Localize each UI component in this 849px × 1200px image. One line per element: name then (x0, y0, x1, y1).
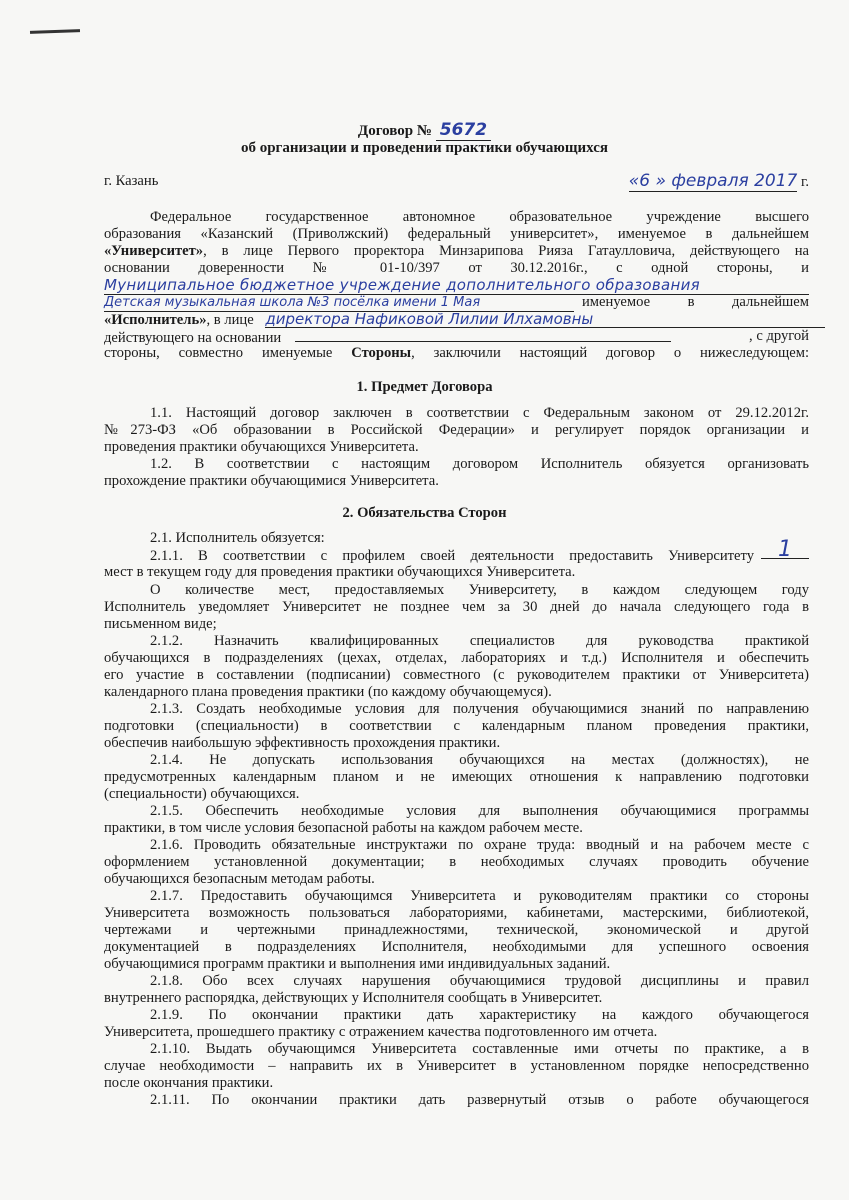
pq-a: О количестве мест, предоставляемых Университету, в каждом следующем году (150, 582, 809, 598)
preamble-line-7: «Исполнитель», в лице директора Нафиковой Лилии Илхамовны (104, 311, 809, 328)
handwritten-org-1: Муниципальное бюджетное учреждение дополнительного образования (104, 276, 700, 294)
contract-subtitle: об организации и проведении практики обучающихся (240, 140, 609, 156)
p1-1-b: №273-ФЗ «Об образовании в Российской Федерации» и регулирует порядок организации и (104, 422, 809, 438)
p2-1-4-b: предусмотренных календарным планом и не имеющих отношения к направлению подготовки (104, 769, 809, 785)
handwritten-org-2: Детская музыкальная школа №3 посёлка имени 1 Мая (104, 295, 574, 312)
pq-c: письменном виде; (104, 616, 217, 632)
basis-blank (295, 328, 671, 342)
preamble-line-8: действующего на основании , с другой (104, 328, 809, 346)
preamble-line-9: стороны, совместно именуемые Стороны, заключили настоящий договор о нижеследующем: (104, 345, 810, 361)
p2-1-3-a: 2.1.3. Создать необходимые условия для получения обучающимися знаний по направлению (150, 701, 809, 717)
p2-1-2-c: его участие в составлении (подписании) совместного (с руководителем практики от Университета) (104, 667, 809, 683)
p2-1-6-c: обучающихся безопасным методам работы. (104, 871, 375, 887)
p2-1-8-b: внутреннего распорядка, действующих у Исполнителя сообщать в Университет. (104, 990, 603, 1006)
p2-1-6-a: 2.1.6. Проводить обязательные инструктажи по охране труда: вводный и на рабочем месте с (150, 837, 809, 853)
city: г. Казань (104, 173, 159, 189)
p2-1-9-a: 2.1.9. По окончании практики дать характеристику на каждого обучающегося (150, 1007, 809, 1023)
p2-1-2-a: 2.1.2. Назначить квалифицированных специалистов для руководства практикой (150, 633, 809, 649)
handwritten-number: 5672 (436, 120, 491, 141)
p2-1-7-a: 2.1.7. Предоставить обучающимся Университета и руководителям практики со стороны (150, 888, 809, 904)
preamble-line-1: Федеральное государственное автономное образовательное учреждение высшего (150, 209, 809, 225)
p1-1-c: проведения практики обучающихся Университета. (104, 439, 419, 455)
preamble-line-4: основании доверенности № 01-10/397 от 30.12.2016г., с одной стороны, и (104, 260, 809, 276)
p2-1-10-a: 2.1.10. Выдать обучающимся Университета составленные ими отчеты по практике, а в (150, 1041, 809, 1057)
p2-1-1-a: 2.1.1. В соответствии с профилем своей деятельности предоставить Университету 1 (150, 548, 809, 564)
p2-1-1-b: мест в текущем году для проведения практики обучающихся Университета. (104, 564, 576, 580)
p2-1-9-b: Университета, прошедшего практику с отражением качества подготовленного им отчета. (104, 1024, 658, 1040)
scan-mark (30, 29, 80, 34)
p2-1-3-c: обеспечив наибольшую эффективность прохождения практики. (104, 735, 501, 751)
handwritten-places: 1 (761, 542, 809, 559)
title-text: Договор № (357, 123, 432, 139)
p2-1: 2.1. Исполнитель обязуется: (150, 530, 325, 546)
org-name-line-1 (104, 277, 809, 295)
p2-1-5-b: практики, в том числе условия безопасной работы на каждом рабочем месте. (104, 820, 583, 836)
p2-1-4-a: 2.1.4. Не допускать использования обучающихся на местах (должностях), не (150, 752, 809, 768)
section-2-heading: 2. Обязательства Сторон (342, 505, 507, 521)
preamble-line-2: образования «Казанский (Приволжский) федеральный университет», именуемое в дальнейшем (104, 226, 809, 242)
section-1-heading: 1. Предмет Договора (356, 379, 493, 395)
p2-1-4-c: (специальности) обучающихся. (104, 786, 300, 802)
p2-1-6-b: оформлением установленной документации; в необходимых случаях проводить обучение (104, 854, 809, 870)
p2-1-7-c: чертежами и чертежными принадлежностями, технической, экономической и другой (104, 922, 809, 938)
p2-1-5-a: 2.1.5. Обеспечить необходимые условия для выполнения обучающимися программы (150, 803, 809, 819)
p2-1-11-a: 2.1.11. По окончании практики дать развернутый отзыв о работе обучающегося (150, 1092, 809, 1108)
p2-1-10-c: после окончания практики. (104, 1075, 274, 1091)
p2-1-7-e: обучающимися программ практики и выполнения ими индивидуальных заданий. (104, 956, 611, 972)
p1-2-b: прохождение практики обучающимися Университета. (104, 473, 439, 489)
p2-1-2-d: календарного плана проведения практики (по каждому обучающемуся). (104, 684, 552, 700)
handwritten-person: директора Нафиковой Лилии Илхамовны (265, 311, 825, 328)
p1-2-a: 1.2. В соответствии с настоящим договором Исполнитель обязуется организовать (150, 456, 809, 472)
preamble-line-3: «Университет», в лице Первого проректора Минзарипова Рияза Гатаулловича, действующего на (104, 243, 809, 259)
p2-1-7-b: Университета возможность пользоваться лабораториями, кабинетами, мастерскими, библиотекой, (104, 905, 809, 921)
p2-1-2-b: обучающихся в подразделениях (цехах, отделах, лабораториях и т.д.) Исполнителя и обеспечить (104, 650, 809, 666)
date-suffix: г. (801, 174, 809, 190)
handwritten-date: «6 » февраля 2017 (628, 171, 798, 191)
pq-b: Исполнитель уведомляет Университет не позднее чем за 30 дней до начала следующего года в (104, 599, 809, 615)
p2-1-3-b: подготовки (специальности) в соответствии с календарным планом проведения практики, (104, 718, 809, 734)
p2-1-8-a: 2.1.8. Обо всех случаях нарушения обучающимися трудовой дисциплины и правил (150, 973, 809, 989)
org-label: именуемое в дальнейшем (582, 294, 809, 310)
contract-title (0, 120, 849, 140)
p2-1-7-d: документацией в подразделениях Исполнителя, необходимыми для успешного освоения (104, 939, 809, 955)
p2-1-10-b: случае необходимости – направить их в Университет в установленном порядке непосредственно (104, 1058, 809, 1074)
p1-1-a: 1.1. Настоящий договор заключен в соответствии с Федеральным законом от 29.12.2012г. (150, 405, 809, 421)
place-date-line (104, 173, 809, 189)
